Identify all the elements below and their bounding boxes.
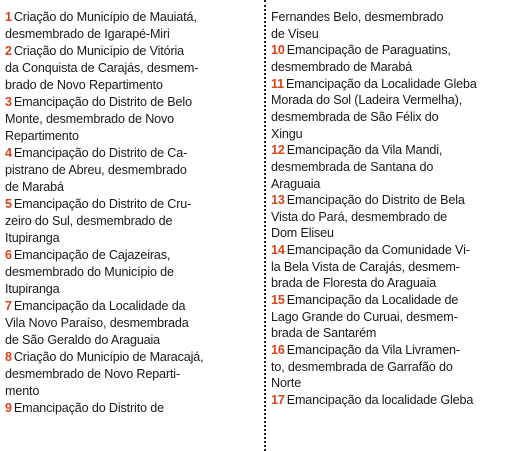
list-item-line	[5, 43, 184, 59]
item-number: 5	[5, 197, 12, 211]
list-item-line	[271, 342, 460, 358]
list-item-line	[271, 192, 465, 208]
list-item-line	[271, 76, 477, 92]
left-column	[5, 0, 261, 451]
list-item-line	[5, 247, 170, 263]
item-text: Monte, desmembrado de Novo	[5, 112, 175, 126]
item-text: mento	[5, 384, 40, 398]
item-text: desmembrado de Novo Reparti-	[5, 367, 180, 381]
item-text: to, desmembrada de Garrafão do	[271, 359, 453, 374]
right-column	[271, 0, 507, 451]
list-item-line	[271, 275, 436, 291]
list-item-line	[271, 159, 433, 175]
list-item-line	[271, 126, 302, 142]
list-item-line	[5, 281, 60, 297]
list-item-line	[5, 332, 160, 348]
item-text: Emancipação do Distrito de Belo	[13, 95, 192, 109]
item-text: desmembrado de Marabá	[271, 59, 413, 74]
item-text: Criação do Município de Mauiatá,	[13, 10, 197, 24]
column-divider	[264, 0, 266, 451]
item-number: 3	[5, 95, 12, 109]
list-item-line	[5, 26, 170, 42]
item-text: desmembrada de São Félix do	[271, 109, 439, 124]
list-item-line	[5, 179, 64, 195]
item-text: Emancipação da Vila Livramen-	[286, 343, 460, 357]
item-number: 8	[5, 350, 12, 364]
list-item-line	[271, 92, 462, 108]
item-number: 4	[5, 146, 12, 160]
item-text: Emancipação do Distrito de Cru-	[13, 197, 192, 211]
list-item-line	[5, 128, 79, 144]
item-text: Itupiranga	[5, 282, 60, 296]
list-item-line	[271, 392, 473, 408]
item-text: Itupiranga	[5, 231, 60, 245]
list-item-line	[271, 109, 438, 125]
item-text: Emancipação do Distrito de Ca-	[13, 146, 188, 160]
list-item-line	[271, 359, 453, 375]
item-number: 14	[271, 243, 285, 258]
list-item-line	[5, 315, 189, 331]
item-text: de São Geraldo do Araguaia	[5, 333, 161, 347]
item-text: Emancipação da Vila Mandi,	[286, 143, 443, 158]
item-text: da Conquista de Carajás, desmem-	[5, 61, 199, 75]
item-text: pistrano de Abreu, desmembrado	[5, 163, 187, 177]
item-text: desmembrado de Igarapé-Miri	[5, 27, 170, 41]
list-item-line	[5, 162, 187, 178]
list-item-line	[5, 383, 39, 399]
list-item-line	[271, 176, 320, 192]
list-item-line	[5, 145, 187, 161]
list-item-line	[5, 264, 174, 280]
item-text: Emancipação da Localidade de	[286, 293, 459, 308]
item-number: 9	[5, 401, 12, 415]
list-item-line	[5, 94, 192, 110]
list-item-line	[271, 292, 458, 308]
item-text: Lago Grande do Curuai, desmem-	[271, 309, 458, 324]
list-item-line	[271, 59, 412, 75]
list-item-line	[5, 77, 163, 93]
item-text: Morada do Sol (Ladeira Vermelha),	[271, 93, 463, 108]
list-item-line	[5, 213, 172, 229]
item-number: 10	[271, 43, 285, 58]
item-text: desmembrada de Santana do	[271, 159, 434, 174]
item-text: Emancipação do Distrito de	[13, 401, 164, 415]
list-item-line	[5, 111, 174, 127]
list-item-line	[271, 42, 451, 58]
list-item-line	[271, 375, 301, 391]
item-text: Vista do Pará, desmembrado de	[271, 209, 448, 224]
list-item-line	[5, 9, 197, 25]
item-number: 6	[5, 248, 12, 262]
item-text: la Bela Vista de Carajás, desmem-	[271, 259, 460, 274]
item-number: 1	[5, 10, 12, 24]
list-item-line	[5, 366, 180, 382]
list-item-line	[5, 298, 185, 314]
item-number: 13	[271, 193, 285, 208]
item-text: Repartimento	[5, 129, 79, 143]
list-item-line	[271, 9, 443, 25]
item-text: Araguaia	[271, 176, 321, 191]
item-text: de Marabá	[5, 180, 64, 194]
item-text: zeiro do Sul, desmembrado de	[5, 214, 173, 228]
item-text: Criação do Município de Maracajá,	[13, 350, 204, 364]
item-number: 11	[271, 76, 285, 91]
list-item-line	[271, 225, 334, 241]
item-text: Norte	[271, 376, 302, 391]
list-item-line	[271, 325, 376, 341]
list-item-line	[5, 349, 204, 365]
item-text: Vila Novo Paraíso, desmembrada	[5, 316, 189, 330]
item-number: 2	[5, 44, 12, 58]
item-text: Fernandes Belo, desmembrado	[271, 10, 444, 24]
list-item-line	[5, 230, 60, 246]
item-text: Emancipação da Localidade Gleba	[286, 76, 477, 91]
list-item-line	[271, 26, 319, 42]
list-item-line	[271, 309, 458, 325]
item-number: 15	[271, 293, 285, 308]
list-item-line	[271, 142, 442, 158]
item-text: Emancipação de Cajazeiras,	[13, 248, 171, 262]
item-text: brado de Novo Repartimento	[5, 78, 163, 92]
item-number: 16	[271, 343, 285, 357]
list-item-line	[271, 209, 447, 225]
list-item-line	[271, 259, 460, 275]
item-text: Emancipação de Paraguatins,	[286, 43, 451, 58]
item-text: de Viseu	[271, 26, 319, 41]
item-number: 12	[271, 143, 285, 158]
item-text: Emancipação do Distrito de Bela	[286, 193, 465, 208]
item-text: desmembrado do Município de	[5, 265, 174, 279]
item-number: 17	[271, 392, 285, 407]
item-text: Emancipação da Localidade da	[13, 299, 186, 313]
item-number: 7	[5, 299, 12, 313]
list-item-line	[271, 242, 470, 258]
item-text: brada de Santarém	[271, 326, 377, 341]
item-text: Emancipação da localidade Gleba	[286, 392, 474, 407]
item-text: Emancipação da Comunidade Vi-	[286, 243, 470, 258]
item-text: brada de Floresta do Araguaia	[271, 276, 437, 291]
item-text: Dom Eliseu	[271, 226, 334, 241]
list-item-line	[5, 60, 198, 76]
list-item-line	[5, 196, 191, 212]
item-text: Xingu	[271, 126, 303, 141]
item-text: Criação do Município de Vitória	[13, 44, 184, 58]
list-item-line	[5, 400, 164, 416]
